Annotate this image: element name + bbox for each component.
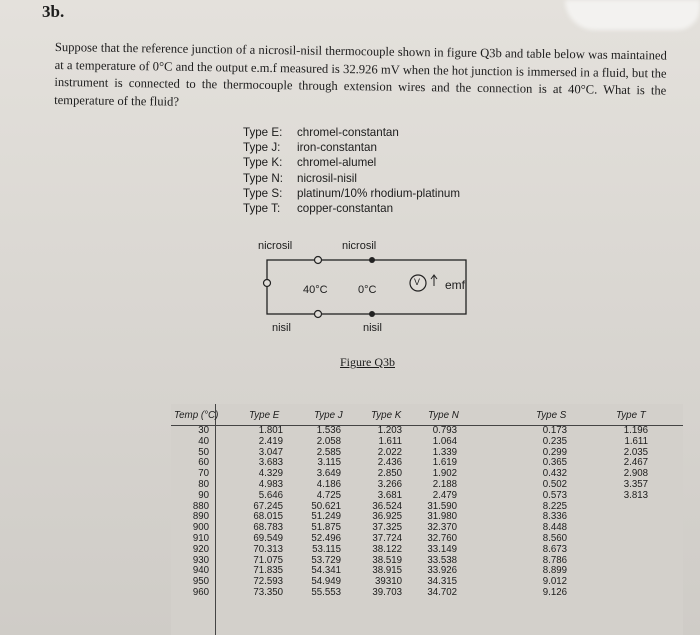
type-materials: copper-constantan bbox=[297, 202, 394, 216]
table-cell: 8.336 bbox=[542, 511, 567, 523]
table-cell: 60 bbox=[198, 457, 209, 469]
table-cell: 1.064 bbox=[432, 435, 457, 447]
table-cell: 39310 bbox=[375, 576, 402, 588]
table-cell: 960 bbox=[192, 586, 209, 598]
col-type-t bbox=[608, 426, 648, 502]
thermocouple-circuit-figure bbox=[250, 238, 510, 338]
voltmeter-symbol: V bbox=[414, 277, 421, 287]
table-cell: 8.786 bbox=[542, 554, 567, 566]
table-cell: 3.813 bbox=[623, 489, 648, 501]
question-text: Suppose that the reference junction of a nicrosil-nisil thermocouple shown in figure Q3b and table below was maintained at a temperature of 0°C and the output e.m.f measured is 32.926 mV when the hot junction is immersed in a fluid, but the instrument is connected to the thermocouple through extension wires and the connection is at 40°C. What is the temperature of the fluid? bbox=[54, 39, 667, 109]
table-cell: 36.925 bbox=[372, 511, 402, 523]
type-code: Type E: bbox=[243, 126, 283, 139]
table-cell: 38.519 bbox=[372, 554, 402, 566]
table-cell: 68.015 bbox=[253, 511, 283, 523]
table-cell: 70 bbox=[198, 468, 209, 480]
wire-label: nicrosil bbox=[342, 240, 377, 252]
table-cell: 38.915 bbox=[372, 565, 402, 577]
table-cell: 0.173 bbox=[542, 425, 567, 436]
wire-label: nisil bbox=[363, 322, 382, 334]
table-cell: 8.899 bbox=[542, 565, 567, 577]
table-cell: 880 bbox=[192, 500, 209, 512]
table-cell: 0.432 bbox=[542, 468, 567, 480]
table-cell: 2.188 bbox=[432, 478, 457, 490]
table-cell: 72.593 bbox=[253, 576, 283, 588]
type-row bbox=[243, 140, 460, 155]
type-code: Type J: bbox=[243, 141, 281, 155]
table-cell: 37.325 bbox=[372, 522, 402, 534]
table-cell: 9.012 bbox=[542, 576, 567, 588]
wire-label: nisil bbox=[272, 322, 291, 334]
table-cell: 52.496 bbox=[311, 532, 341, 544]
type-row bbox=[243, 186, 460, 201]
type-row bbox=[243, 171, 460, 186]
table-cell: 8.560 bbox=[542, 532, 567, 544]
emf-label: emf bbox=[445, 278, 466, 292]
table-cell: 32.760 bbox=[427, 532, 457, 544]
table-cell: 32.370 bbox=[427, 522, 457, 534]
table-cell: 36.524 bbox=[372, 500, 402, 512]
table-cell: 920 bbox=[192, 543, 209, 555]
table-cell: 2.419 bbox=[258, 435, 283, 447]
type-code: Type K: bbox=[243, 156, 283, 170]
table-cell: 2.035 bbox=[623, 446, 648, 458]
type-code: Type T: bbox=[243, 202, 281, 216]
type-row bbox=[243, 155, 460, 170]
table-cell: 34.315 bbox=[427, 576, 457, 588]
table-cell: 0.573 bbox=[542, 489, 567, 501]
table-cell: 33.538 bbox=[427, 554, 457, 566]
table-cell: 51.249 bbox=[311, 511, 341, 523]
table-cell: 33.149 bbox=[427, 543, 457, 555]
table-cell: 1.536 bbox=[316, 425, 341, 436]
table-cell: 37.724 bbox=[372, 532, 402, 544]
wire-label: nicrosil bbox=[258, 240, 293, 252]
header-temp: Temp (°C) bbox=[174, 410, 219, 421]
table-cell: 1.611 bbox=[378, 435, 402, 447]
table-cell: 54.949 bbox=[311, 576, 341, 588]
temp-column-divider bbox=[215, 404, 216, 635]
table-cell: 30 bbox=[198, 425, 209, 436]
table-cell: 2.585 bbox=[316, 446, 341, 458]
table-cell: 53.729 bbox=[311, 554, 341, 566]
thermocouple-emf-table bbox=[171, 404, 683, 635]
table-cell: 1.203 bbox=[377, 425, 402, 436]
header-type-e: Type E bbox=[249, 410, 280, 421]
table-cell: 67.245 bbox=[253, 500, 283, 512]
reference-junction-temp: 0°C bbox=[358, 284, 377, 296]
table-cell: 4.725 bbox=[316, 489, 341, 501]
type-materials: platinum/10% rhodium-platinum bbox=[297, 186, 461, 200]
table-cell: 71.835 bbox=[253, 565, 283, 577]
col-type-e bbox=[239, 426, 283, 599]
table-cell: 73.350 bbox=[253, 586, 283, 598]
type-code: Type N: bbox=[243, 171, 283, 185]
type-materials: nicrosil-nisil bbox=[297, 171, 357, 185]
header-type-n: Type N bbox=[428, 410, 459, 421]
header-type-k: Type K bbox=[371, 410, 402, 421]
header-type-t: Type T bbox=[616, 410, 646, 421]
table-cell: 0.299 bbox=[542, 446, 567, 458]
table-cell: 4.186 bbox=[316, 478, 341, 490]
table-cell: 9.126 bbox=[542, 586, 567, 598]
table-cell: 2.908 bbox=[623, 468, 648, 480]
table-cell: 50.621 bbox=[311, 500, 341, 512]
col-temp bbox=[177, 426, 209, 599]
table-cell: 930 bbox=[192, 554, 209, 566]
col-type-j bbox=[297, 426, 341, 599]
table-cell: 890 bbox=[192, 511, 209, 523]
table-cell: 34.702 bbox=[427, 586, 457, 598]
table-cell: 1.902 bbox=[432, 468, 457, 480]
table-cell: 940 bbox=[192, 565, 209, 577]
table-cell: 70.313 bbox=[253, 543, 283, 555]
table-cell: 3.047 bbox=[258, 446, 283, 458]
table-cell: 2.467 bbox=[623, 457, 648, 469]
table-cell: 950 bbox=[192, 576, 209, 588]
table-cell: 4.983 bbox=[258, 478, 283, 490]
header-type-s: Type S bbox=[536, 410, 567, 421]
hot-junction-temp: 40°C bbox=[303, 284, 328, 296]
table-cell: 55.553 bbox=[311, 586, 341, 598]
table-cell: 2.058 bbox=[316, 435, 341, 447]
table-cell: 1.196 bbox=[623, 425, 648, 436]
type-row bbox=[243, 201, 460, 216]
table-cell: 3.357 bbox=[623, 478, 648, 490]
table-cell: 50 bbox=[198, 446, 209, 458]
table-cell: 5.646 bbox=[258, 489, 283, 501]
col-type-n bbox=[411, 426, 457, 599]
col-type-s bbox=[529, 426, 567, 599]
table-cell: 54.341 bbox=[311, 565, 341, 577]
table-cell: 40 bbox=[198, 435, 209, 447]
table-cell: 51.875 bbox=[311, 522, 341, 534]
thermocouple-type-list bbox=[243, 125, 460, 216]
col-type-k bbox=[358, 426, 402, 599]
type-materials: chromel-alumel bbox=[297, 156, 377, 170]
table-cell: 0.793 bbox=[432, 425, 457, 436]
table-cell: 33.926 bbox=[427, 565, 457, 577]
type-row bbox=[243, 125, 460, 140]
table-cell: 910 bbox=[192, 532, 209, 544]
table-cell: 8.673 bbox=[542, 543, 567, 555]
table-cell: 8.448 bbox=[542, 522, 567, 534]
table-cell: 0.365 bbox=[542, 457, 567, 469]
table-cell: 1.611 bbox=[624, 435, 648, 447]
table-cell: 69.549 bbox=[253, 532, 283, 544]
figure-caption: Figure Q3b bbox=[340, 355, 395, 369]
table-cell: 80 bbox=[198, 478, 209, 490]
table-cell: 39.703 bbox=[372, 586, 402, 598]
table-cell: 53.115 bbox=[312, 543, 341, 555]
table-cell: 2.850 bbox=[377, 468, 402, 480]
table-cell: 1.619 bbox=[432, 457, 457, 469]
header-type-j: Type J bbox=[314, 410, 343, 421]
table-cell: 3.115 bbox=[317, 457, 341, 469]
table-cell: 0.235 bbox=[542, 435, 567, 447]
table-cell: 3.681 bbox=[377, 489, 402, 501]
table-cell: 3.266 bbox=[377, 478, 402, 490]
table-cell: 1.801 bbox=[258, 425, 283, 436]
table-cell: 900 bbox=[192, 522, 209, 534]
table-cell: 2.022 bbox=[377, 446, 402, 458]
table-cell: 3.649 bbox=[316, 468, 341, 480]
table-cell: 8.225 bbox=[542, 500, 567, 512]
table-cell: 1.339 bbox=[432, 446, 457, 458]
type-code: Type S: bbox=[243, 186, 283, 200]
table-cell: 2.436 bbox=[377, 457, 402, 469]
table-cell: 3.683 bbox=[258, 457, 283, 469]
table-cell: 38.122 bbox=[372, 543, 402, 555]
table-cell: 0.502 bbox=[542, 478, 567, 490]
table-cell: 31.590 bbox=[427, 500, 457, 512]
table-cell: 31.980 bbox=[427, 511, 457, 523]
type-materials: chromel-constantan bbox=[297, 126, 399, 139]
table-cell: 4.329 bbox=[258, 468, 283, 480]
table-cell: 68.783 bbox=[253, 522, 283, 534]
type-materials: iron-constantan bbox=[297, 141, 377, 155]
question-number: 3b. bbox=[42, 2, 65, 21]
redaction-smudge bbox=[565, 0, 700, 30]
table-cell: 90 bbox=[198, 489, 209, 501]
table-cell: 2.479 bbox=[432, 489, 457, 501]
table-cell: 71.075 bbox=[253, 554, 283, 566]
